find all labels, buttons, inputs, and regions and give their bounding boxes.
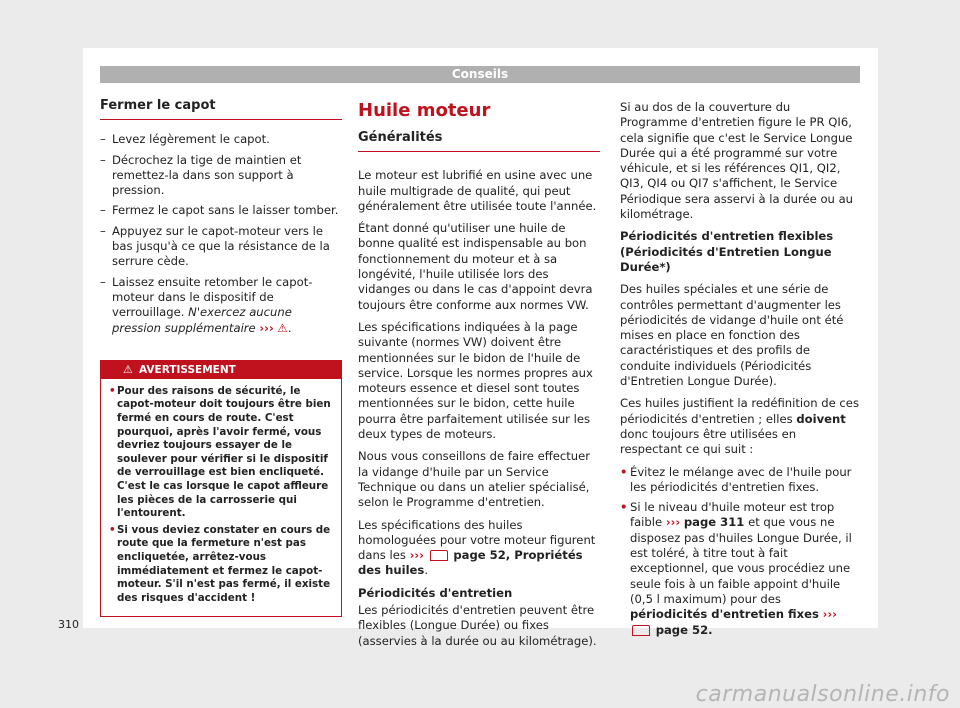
step-3: – Fermez le capot sans le laisser tomber.: [100, 203, 342, 218]
paragraph: Nous vous conseillons de faire effectuer la vidange d'huile par un Service Technique ou dans un atelier spécialisé, selon le Programme d'entretien.: [358, 449, 591, 510]
warning-item: • Si vous deviez constater en cours de route que la fermeture n'est pas encliquetée, arrêtez-vous immédiatement et fermez le capot-moteur. S'il n'est pas fermé, il existe des risques d'accident !: [109, 523, 331, 604]
paragraph: Ces huiles justifient la redéfinition de ces périodicités d'entretien ; elles doivent donc toujours être utilisées en respectant ce qui suit :: [620, 396, 859, 457]
warning-header: [101, 361, 341, 379]
section-header-title: Conseils: [451, 67, 509, 81]
bullet-item: • Si le niveau d'huile moteur est trop faible ››› page 311 et que vous ne disposez pas d'huiles Longue Durée, il est toléré, à titre tout à fait exceptionnel, que vous procédiez une seule fois à un faible appoint d'huile (0,5 l maximum) pour des périodicités d'entretien fixes ››› page 52.: [620, 500, 860, 638]
column-right: [620, 100, 860, 643]
step-5: – Laissez ensuite retomber le capot-moteur dans le dispositif de verrouillage. N'exercez aucune pression supplémentaire ››› ⚠.: [100, 275, 342, 336]
paragraph: Si au dos de la couverture du Programme d'entretien figure le PR QI6, cela signifie que c'est le Service Longue Durée qui a été programmé sur votre véhicule, et si les références QI1, QI2, QI3, QI4 ou QI7 s'affichent, le Service Périodique sera asservi à la durée ou au kilométrage.: [620, 100, 854, 222]
paragraph: Les périodicités d'entretien peuvent être flexibles (Longue Durée) ou fixes (asservies à la durée ou au kilométrage).: [358, 603, 597, 648]
watermark: carmanualsonline.info: [695, 682, 950, 707]
page-ref-link[interactable]: page 52, Propriétés des huiles: [358, 548, 583, 578]
paragraph-title: Périodicités d'entretien: [358, 585, 513, 600]
warning-box: [100, 360, 342, 618]
page-ref-link[interactable]: page 52.: [655, 622, 713, 637]
book-icon: [430, 550, 448, 561]
paragraph: Le moteur est lubrifié en usine avec une huile multigrade de qualité, qui peut généralement être utilisée toute l'année.: [358, 168, 597, 213]
section-header-bar: [100, 66, 860, 83]
warning-triangle-icon: ⚠: [277, 320, 288, 335]
paragraph: Étant donné qu'utiliser une huile de bonne qualité est indispensable au bon fonctionnement du moteur et à sa longévité, l'huile utilisée lors des vidanges ou dans le cas d'appoint devra toujours être conforme aux normes VW.: [358, 221, 593, 312]
column-left: [100, 98, 342, 617]
column-middle: [358, 100, 600, 656]
steps-list: [100, 132, 342, 336]
section-title-close-hood: Fermer le capot: [100, 98, 342, 120]
warning-label: AVERTISSEMENT: [139, 363, 236, 376]
warning-ref-link[interactable]: ›››: [259, 320, 274, 335]
page-number: 310: [58, 618, 79, 631]
sub-heading: Généralités: [358, 130, 600, 152]
page-ref-link[interactable]: page 311: [683, 515, 745, 530]
page-ref-arrows[interactable]: ›››: [409, 548, 424, 563]
paragraph-title: Périodicités d'entretien flexibles (Périodicités d'Entretien Longue Durée*): [620, 229, 834, 274]
step-2: – Décrochez la tige de maintien et remettez-la dans son support à pression.: [100, 153, 342, 199]
page-ref-arrows[interactable]: ›››: [665, 515, 681, 530]
step-4: – Appuyez sur le capot-moteur vers le bas jusqu'à ce que la résistance de la serrure cède.: [100, 224, 342, 270]
paragraph: Des huiles spéciales et une série de contrôles permettant d'augmenter les périodicités de vidange d'huile ont été mises en place en fonction des caractéristiques et des profils de conduite individuels (Périodicités d'Entretien Longue Durée).: [620, 282, 844, 389]
paragraph: Les spécifications indiquées à la page suivante (normes VW) doivent être mentionnées sur le bidon de l'huile de service. Lorsque les normes propres aux moteurs essence et diesel sont toutes mentionnées sur le bidon, cette huile pourra être parfaitement utilisée sur les deux types de moteurs.: [358, 319, 593, 442]
step-5-italic: N'exercez aucune pression supplémentaire: [112, 305, 292, 335]
warning-item: • Pour des raisons de sécurité, le capot-moteur doit toujours être bien fermé en cours de route. C'est pourquoi, après l'avoir fermé, vous devriez toujours essayer de le soulever pour vérifier si le dispositif de verrouillage est bien encliqueté. C'est le cas lorsque le capot affleure les pièces de la carrosserie qui l'entourent.: [109, 384, 331, 520]
warning-triangle-icon: ⚠: [123, 362, 133, 376]
book-icon: [632, 625, 650, 636]
page-ref-arrows[interactable]: ›››: [822, 607, 837, 622]
step-5-text: Laissez ensuite retomber le capot-moteur dans le dispositif de verrouillage.: [112, 274, 313, 320]
step-1: – Levez légèrement le capot.: [100, 132, 342, 147]
bullet-item: • Évitez le mélange avec de l'huile pour les périodicités d'entretien fixes.: [620, 465, 860, 496]
main-heading: Huile moteur: [358, 100, 491, 121]
warning-body: [101, 379, 341, 617]
paragraph: Les spécifications des huiles homologuées pour votre moteur figurent dans les ››› page 52, Propriétés des huiles.: [358, 517, 596, 578]
